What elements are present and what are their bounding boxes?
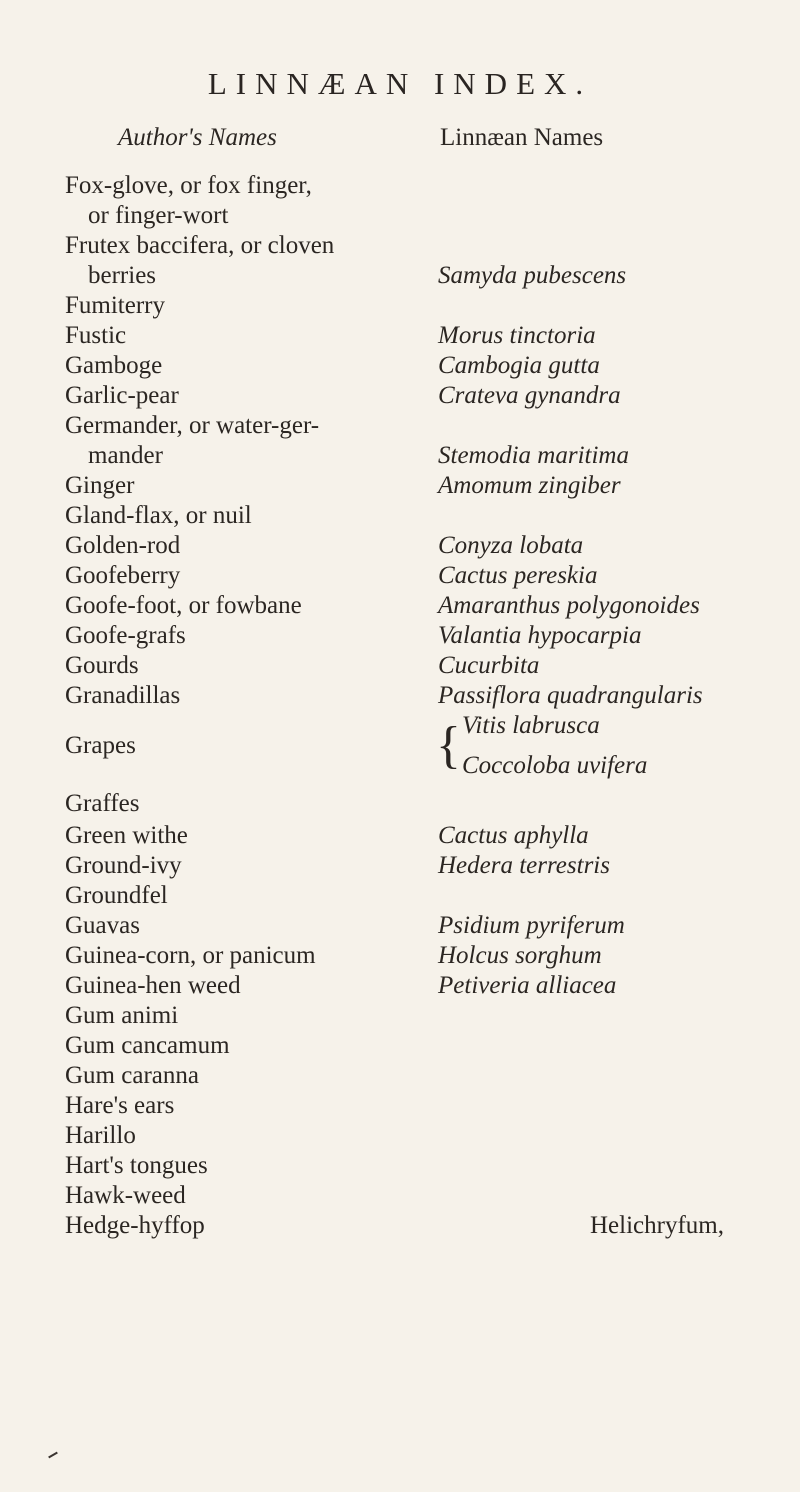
- author-name: Groundfel: [65, 882, 168, 909]
- grapes-entry: [0, 706, 800, 786]
- author-name: Garlic-pear: [65, 382, 179, 409]
- page-header: LINNÆAN INDEX.: [207, 66, 593, 101]
- author-name: Granadillas: [65, 682, 181, 709]
- author-name: Gum caranna: [65, 1062, 199, 1089]
- author-name: Green withe: [65, 822, 188, 849]
- author-name: Frutex baccifera, or cloven: [65, 232, 335, 259]
- author-name: Guinea-hen weed: [65, 972, 241, 999]
- author-name: Graffes: [65, 790, 140, 817]
- linnaean-name: Petiveria alliacea: [438, 972, 617, 999]
- linnaean-name: Crateva gynandra: [438, 382, 621, 409]
- linnaean-name: Passiflora quadrangularis: [438, 682, 703, 709]
- linnaean-name: Stemodia maritima: [438, 442, 629, 469]
- author-name: Ground-ivy: [65, 852, 182, 879]
- author-name: Golden-rod: [65, 532, 181, 559]
- grapes-linnaean-2: Coccoloba uvifera: [462, 752, 648, 779]
- author-name: Gland-flax, or nuil: [65, 502, 252, 529]
- author-name: Gamboge: [65, 352, 163, 379]
- author-name: or finger-wort: [88, 202, 229, 229]
- grapes-brace: {: [436, 717, 461, 774]
- ink-speck: [48, 1452, 58, 1459]
- author-name: Hawk-weed: [65, 1182, 186, 1209]
- author-name: mander: [88, 442, 163, 469]
- linnaean-name: Morus tinctoria: [438, 322, 596, 349]
- linnaean-name: Amaranthus polygonoides: [438, 592, 700, 619]
- linnaean-name: Amomum zingiber: [438, 472, 621, 499]
- linnaean-name: Valantia hypocarpia: [438, 622, 642, 649]
- author-name: Goofeberry: [65, 562, 181, 589]
- linnaean-name: Samyda pubescens: [438, 262, 627, 289]
- footer-author-name: Hedge-hyffop: [65, 1212, 205, 1239]
- linnaean-name: Holcus sorghum: [438, 942, 602, 969]
- author-name: Guavas: [65, 912, 140, 939]
- authors-names-heading: Author's Names: [118, 124, 277, 151]
- author-name: Goofe-foot, or fowbane: [65, 592, 302, 619]
- catchword: Helichryfum,: [590, 1212, 724, 1239]
- author-name: Harillo: [65, 1122, 136, 1149]
- author-name: Fox-glove, or fox finger,: [65, 172, 312, 199]
- footer-row: [0, 1206, 800, 1246]
- linnaean-name: Cambogia gutta: [438, 352, 600, 379]
- author-name: Germander, or water-ger-: [65, 412, 320, 439]
- author-name: Gourds: [65, 652, 139, 679]
- linnaean-name: Conyza lobata: [438, 532, 584, 559]
- author-name: Goofe-grafs: [65, 622, 186, 649]
- author-name: Gum cancamum: [65, 1032, 230, 1059]
- linnaean-names-heading: Linnæan Names: [440, 124, 604, 151]
- author-name: Hare's ears: [65, 1092, 175, 1119]
- linnaean-name: Cactus pereskia: [438, 562, 598, 589]
- author-name: Fustic: [65, 322, 127, 349]
- author-name: Ginger: [65, 472, 135, 499]
- linnaean-name: Cucurbita: [438, 652, 540, 679]
- author-name: Guinea-corn, or panicum: [65, 942, 316, 969]
- linnaean-name: Hedera terrestris: [438, 852, 610, 879]
- grapes-author-name: Grapes: [65, 732, 136, 759]
- author-name: Fumiterry: [65, 292, 165, 319]
- author-name: berries: [88, 262, 157, 289]
- linnaean-name: Cactus aphylla: [438, 822, 589, 849]
- grapes-linnaean-1: Vitis labrusca: [462, 712, 600, 739]
- linnaean-name: Psidium pyriferum: [438, 912, 625, 939]
- author-name: Hart's tongues: [65, 1152, 208, 1179]
- author-name: Gum animi: [65, 1002, 179, 1029]
